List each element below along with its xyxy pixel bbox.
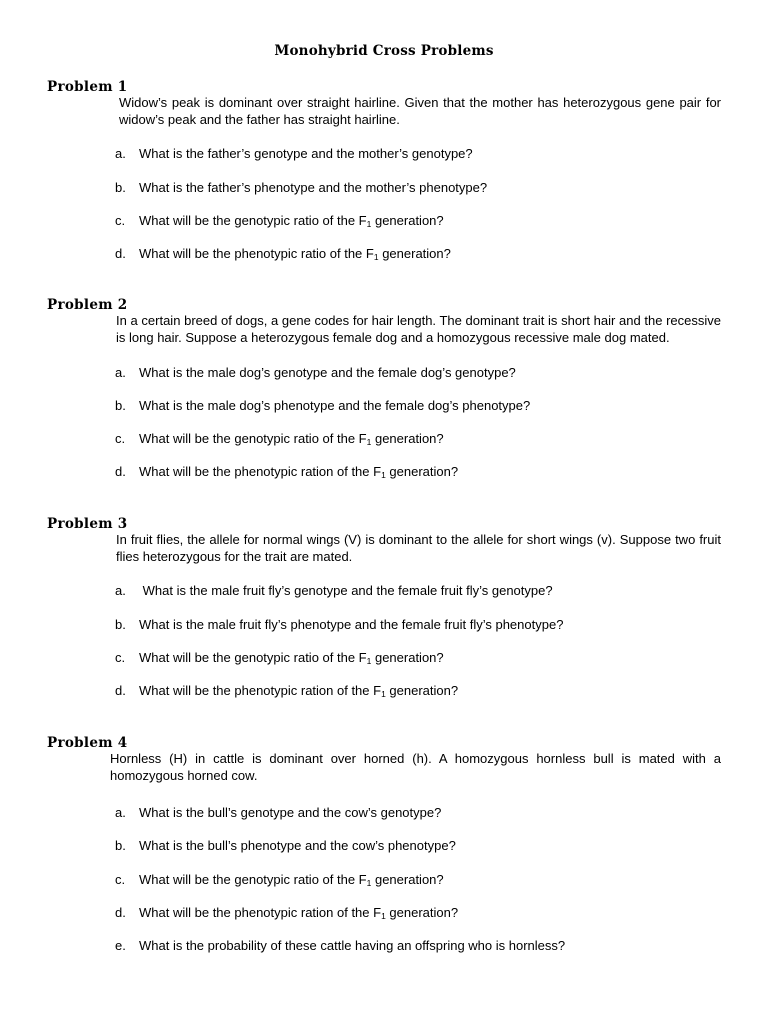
problem-statement: In fruit flies, the allele for normal wings (V) is dominant to the allele for short wings (v). Suppose two fruit flies heterozygous for the trait are mated. bbox=[116, 532, 721, 564]
question-letter: c. bbox=[115, 650, 126, 665]
question-text: What is the male dog’s genotype and the female dog’s genotype? bbox=[139, 365, 516, 380]
question-text: What will be the phenotypic ration of the $F_1$ generation? bbox=[139, 905, 459, 921]
problem-heading: Problem 2 bbox=[47, 297, 128, 313]
problem-heading: Problem 4 bbox=[47, 735, 128, 751]
question-letter: d. bbox=[115, 683, 126, 698]
subscript: 1 bbox=[381, 911, 386, 921]
problem-statement: Widow’s peak is dominant over straight hairline. Given that the mother has heterozygous gene pair for widow’s peak and the father has straight hairline. bbox=[119, 95, 721, 127]
subscript: 1 bbox=[373, 252, 379, 262]
question-letter: d. bbox=[115, 464, 126, 479]
question-text: What will be the genotypic ratio of the $F_1$ generation? bbox=[139, 650, 444, 666]
question-text: What is the male fruit fly’s phenotype and the female fruit fly’s phenotype? bbox=[139, 617, 564, 632]
question-letter: c. bbox=[115, 213, 126, 228]
question-letter: b. bbox=[115, 180, 126, 195]
problem-heading: Problem 3 bbox=[47, 516, 128, 532]
question-letter: a. bbox=[115, 805, 126, 820]
question-letter: a. bbox=[115, 583, 126, 598]
question-letter: b. bbox=[115, 398, 126, 413]
question-letter: a. bbox=[115, 365, 126, 380]
question-letter: d. bbox=[115, 246, 126, 261]
problem-statement: In a certain breed of dogs, a gene codes for hair length. The dominant trait is short hair and the recessive is long hair. Suppose a heterozygous female dog and a homozygous recessive male dog mated. bbox=[116, 313, 721, 345]
question-text: What will be the genotypic ratio of the $F_1$ generation? bbox=[139, 213, 444, 229]
subscript: 1 bbox=[381, 689, 386, 699]
question-text: What is the male dog’s phenotype and the female dog’s phenotype? bbox=[139, 398, 531, 413]
document-title: Monohybrid Cross Problems bbox=[274, 43, 494, 59]
question-letter: d. bbox=[115, 905, 126, 920]
subscript: 1 bbox=[366, 656, 372, 666]
question-text: What will be the phenotypic ration of the $F_1$ generation? bbox=[139, 683, 459, 699]
question-text: What is the father’s phenotype and the mother’s phenotype? bbox=[139, 180, 488, 195]
subscript: 1 bbox=[381, 470, 386, 480]
subscript: 1 bbox=[366, 878, 372, 888]
question-text: What is the probability of these cattle having an offspring who is hornless? bbox=[139, 938, 566, 953]
subscript: 1 bbox=[366, 219, 372, 229]
question-letter: c. bbox=[115, 872, 126, 887]
question-letter: a. bbox=[115, 146, 126, 161]
question-letter: b. bbox=[115, 838, 126, 853]
question-text: What is the bull’s genotype and the cow’s genotype? bbox=[139, 805, 442, 820]
question-text: What will be the genotypic ratio of the $F_1$ generation? bbox=[139, 431, 444, 447]
problem-heading: Problem 1 bbox=[47, 79, 128, 95]
question-letter: e. bbox=[115, 938, 126, 953]
question-letter: b. bbox=[115, 617, 126, 632]
question-text: What will be the phenotypic ration of the $F_1$ generation? bbox=[139, 464, 459, 480]
question-text: What will be the genotypic ratio of the $F_1$ generation? bbox=[139, 872, 444, 888]
question-letter: c. bbox=[115, 431, 126, 446]
question-text: What will be the phenotypic ratio of the $F_1$ generation? bbox=[139, 246, 451, 262]
question-text: What is the male fruit fly’s genotype and the female fruit fly’s genotype? bbox=[139, 583, 553, 598]
problem-statement: Hornless (H) in cattle is dominant over horned (h). A homozygous hornless bull is mated with a homozygous horned cow. bbox=[110, 751, 721, 783]
question-text: What is the father’s genotype and the mother’s genotype? bbox=[139, 146, 473, 161]
question-text: What is the bull’s phenotype and the cow’s phenotype? bbox=[139, 838, 456, 853]
subscript: 1 bbox=[366, 437, 372, 447]
